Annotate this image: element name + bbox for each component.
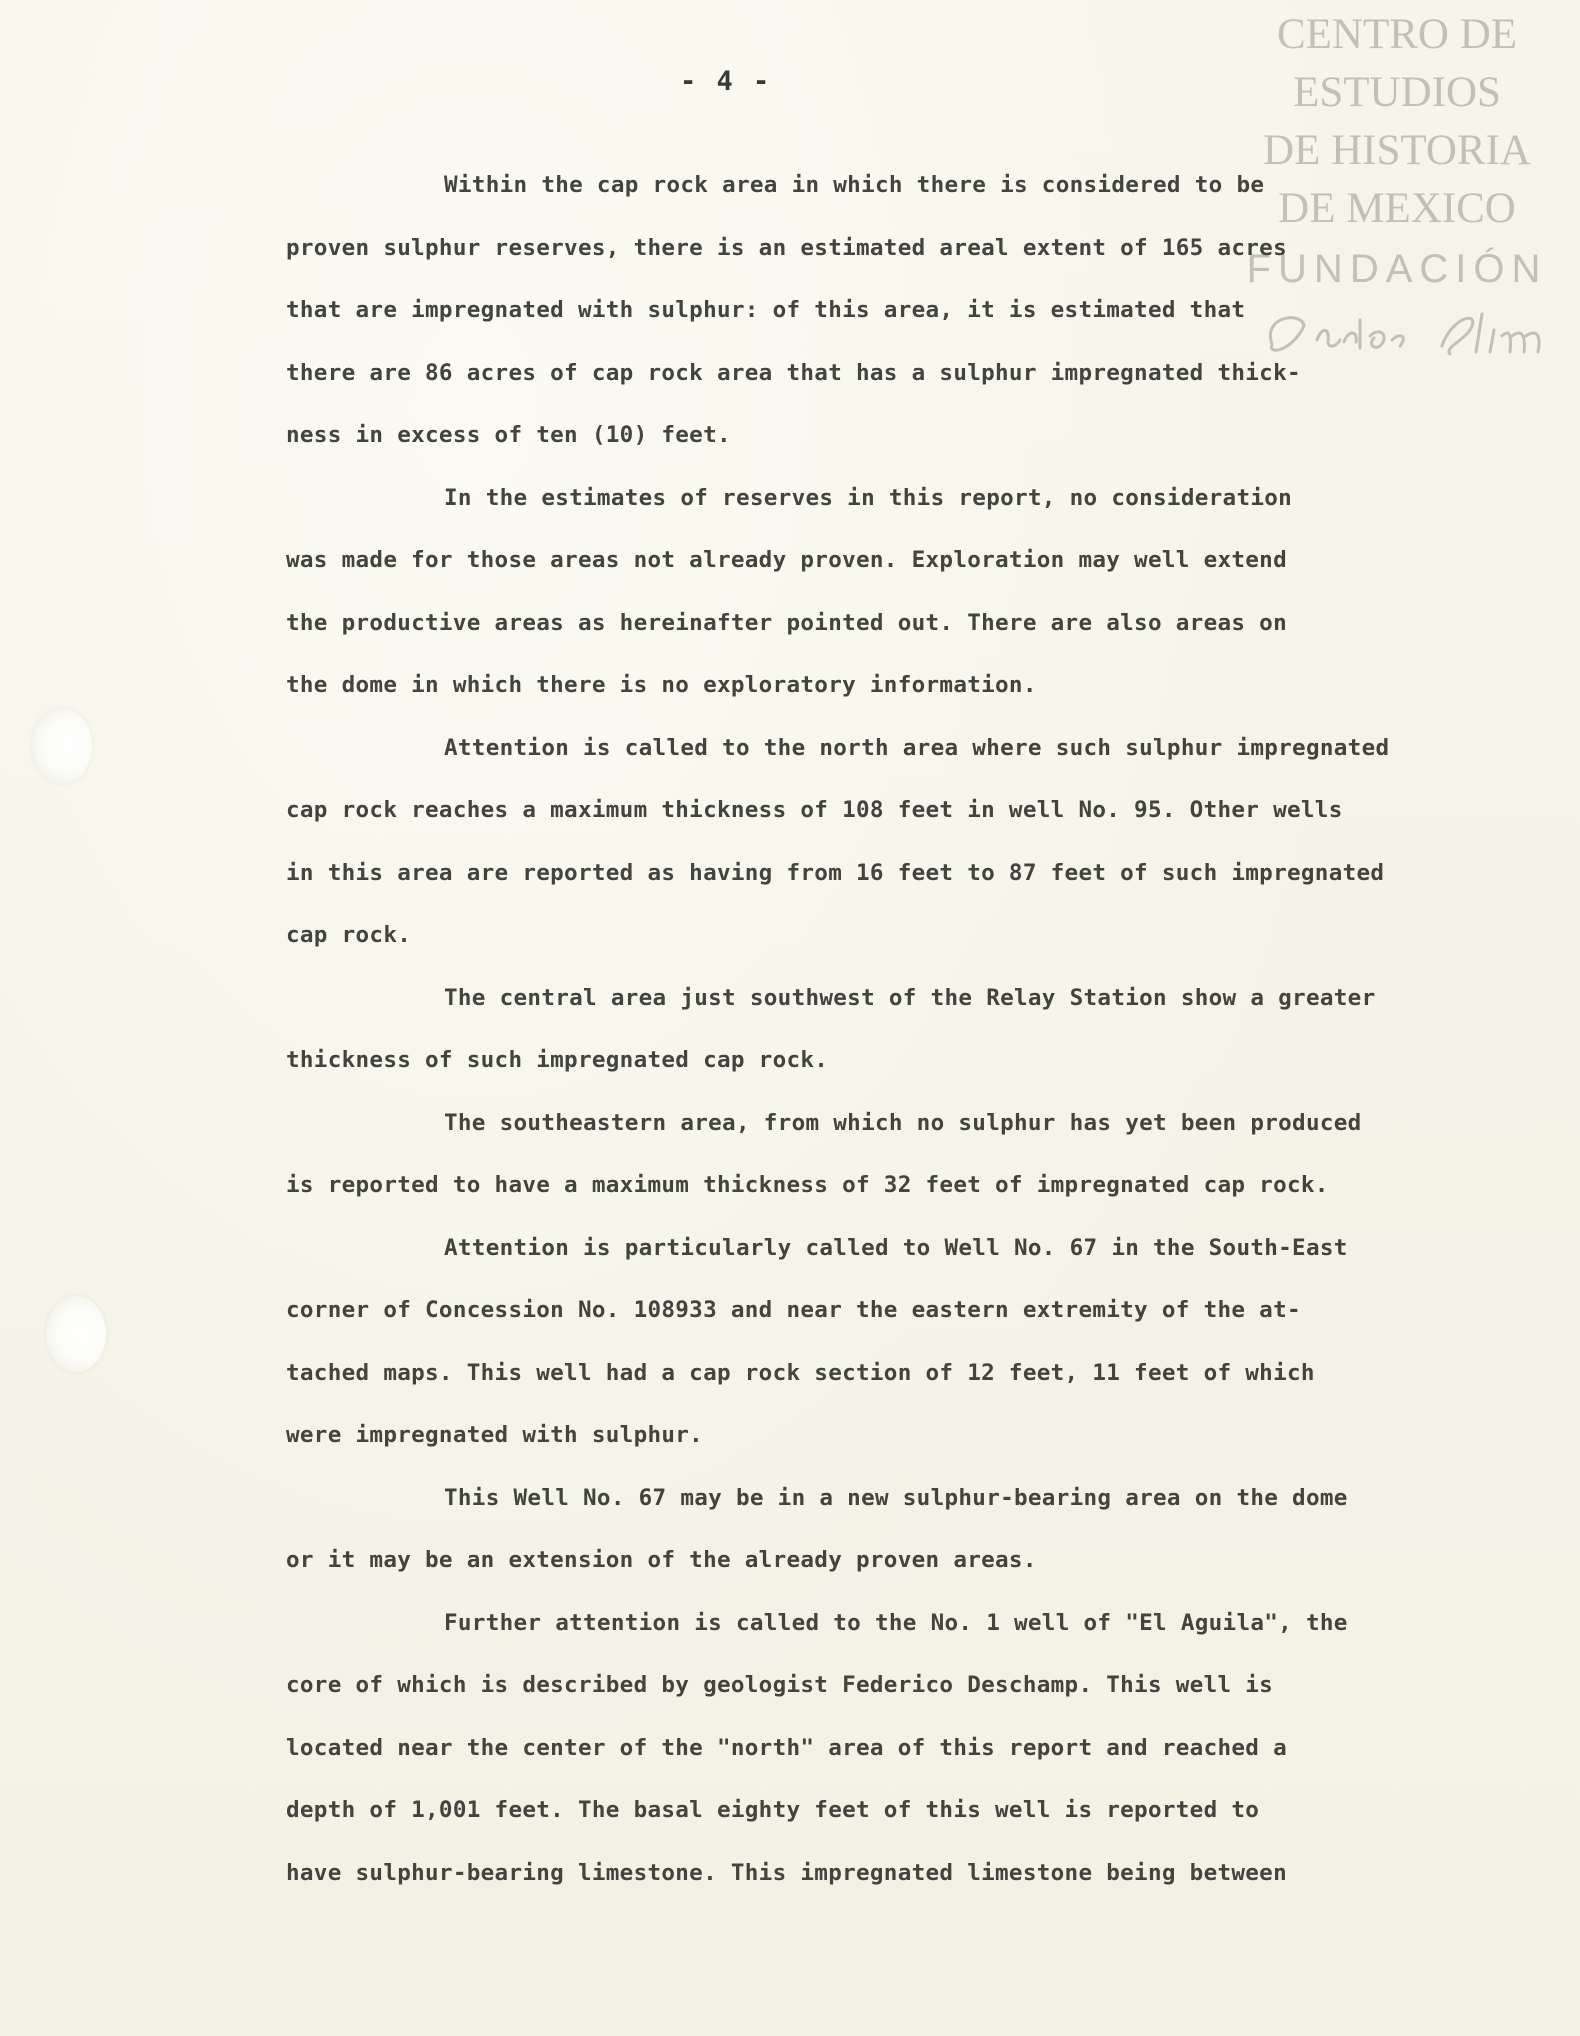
text-line: The southeastern area, from which no sulphur has yet been produced xyxy=(444,1109,1362,1136)
text-line: core of which is described by geologist Federico Deschamp. This well is xyxy=(286,1672,1274,1698)
text-line: in this area are reported as having from 16 feet to 87 feet of such impregnated xyxy=(286,859,1385,886)
paragraph xyxy=(286,1592,1566,1905)
paragraph xyxy=(286,1467,1566,1592)
text-line: cap rock. xyxy=(286,922,412,948)
text-line: thickness of such impregnated cap rock. xyxy=(286,1047,829,1073)
text-line: Within the cap rock area in which there is considered to be xyxy=(444,172,1265,198)
paragraph xyxy=(286,1092,1566,1217)
text-line: cap rock reaches a maximum thickness of 108 feet in well No. 95. Other wells xyxy=(286,797,1343,823)
punch-hole xyxy=(32,708,92,784)
punch-hole xyxy=(46,1296,106,1372)
paragraph xyxy=(286,467,1566,717)
text-line: corner of Concession No. 108933 and near the eastern extremity of the at- xyxy=(286,1297,1301,1323)
watermark-line: ESTUDIOS xyxy=(1293,69,1501,116)
watermark-line: CENTRO DE xyxy=(1276,11,1518,58)
text-line: or it may be an extension of the already proven areas. xyxy=(286,1547,1037,1573)
paragraph xyxy=(286,967,1566,1092)
text-line: were impregnated with sulphur. xyxy=(286,1422,704,1448)
text-line: have sulphur-bearing limestone. This impregnated limestone being between xyxy=(286,1859,1287,1886)
text-line: the productive areas as hereinafter pointed out. There are also areas on xyxy=(286,609,1287,636)
text-line: In the estimates of reserves in this report, no consideration xyxy=(444,484,1293,511)
text-line: is reported to have a maximum thickness of 32 feet of impregnated cap rock. xyxy=(286,1172,1329,1198)
text-line: there are 86 acres of cap rock area that has a sulphur impregnated thick- xyxy=(286,359,1301,386)
text-line: that are impregnated with sulphur: of this area, it is estimated that xyxy=(286,297,1246,323)
text-line: the dome in which there is no exploratory information. xyxy=(286,672,1037,698)
text-line: tached maps. This well had a cap rock section of 12 feet, 11 feet of which xyxy=(286,1359,1315,1386)
text-line: The central area just southwest of the Relay Station show a greater xyxy=(444,984,1376,1011)
watermark-line: DE HISTORIA xyxy=(1263,127,1531,174)
paragraph xyxy=(286,154,1566,467)
text-line: proven sulphur reserves, there is an estimated areal extent of 165 acres xyxy=(286,234,1287,261)
text-line: ness in excess of ten (10) feet. xyxy=(286,422,731,448)
text-line: Attention is called to the north area where such sulphur impregnated xyxy=(444,734,1390,761)
watermark-foundation: FUNDACIÓN xyxy=(1246,247,1548,291)
text-line: located near the center of the "north" area of this report and reached a xyxy=(286,1734,1287,1761)
text-line: was made for those areas not already proven. Exploration may well extend xyxy=(286,547,1287,573)
text-line: This Well No. 67 may be in a new sulphur-bearing area on the dome xyxy=(444,1484,1348,1511)
text-line: Further attention is called to the No. 1 well of "El Aguila", the xyxy=(444,1609,1348,1636)
page-number: - 4 - xyxy=(680,66,772,97)
watermark-line: DE MEXICO xyxy=(1278,185,1516,232)
text-line: Attention is particularly called to Well No. 67 in the South-East xyxy=(444,1234,1348,1261)
document-body xyxy=(286,154,1566,1904)
paragraph xyxy=(286,1217,1566,1467)
text-line: depth of 1,001 feet. The basal eighty feet of this well is reported to xyxy=(286,1797,1260,1823)
paragraph xyxy=(286,717,1566,967)
